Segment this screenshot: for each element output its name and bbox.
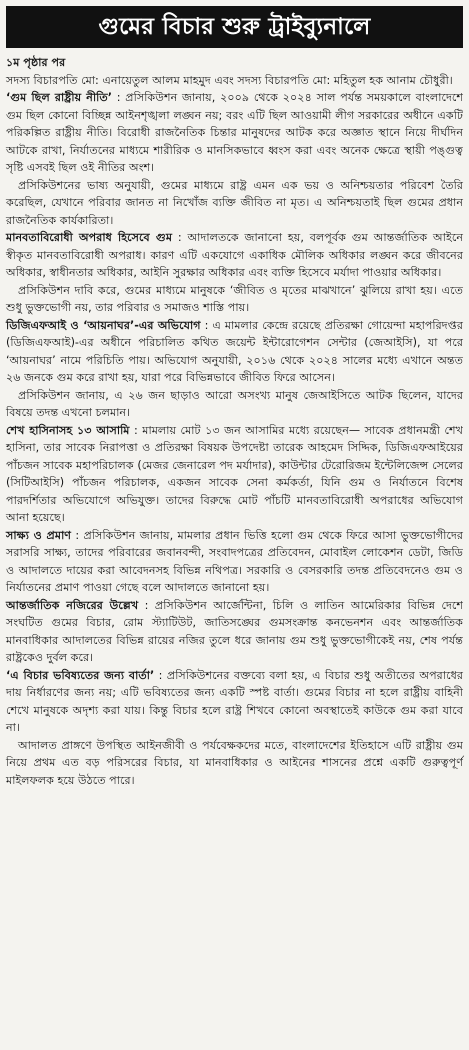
subheading-message-for-future: ‘এ বিচার ভবিষ্যতের জন্য বার্তা’: [6, 668, 155, 682]
paragraph-2: ‘গুম ছিল রাষ্ট্রীয় নীতি’ : প্রসিকিউশন জানায়, ২০০৯ থেকে ২০২৪ সাল পর্যন্ত সময়কালে বাংলাদেশে গুম ছিল কোনো বিচ্ছিন্ন আইনশৃঙ্খলা লঙ্ঘন নয়; বরং এটি ছিল আওয়ামী লীগ সরকারের অধীনে একটি পরিকল্পিত রাষ্ট্রীয় নীতি। বিরোধী রাজনৈতিক চিন্তার মানুষদের আটক করে অজ্ঞাত স্থানে নিয়ে দীর্ঘদিন আটকে রাখা, নির্যাতনের মাধ্যমে শারীরিক ও মানসিকভাবে ধ্বংস করা এবং অনেক ক্ষেত্রে স্থায়ী পঙ্গুত্ব সৃষ্টি এসবই ছিল ওই নীতির অংশ।: [6, 91, 463, 174]
subheading-evidence: সাক্ষ্য ও প্রমাণ: [6, 528, 72, 542]
continuation-label: ১ম পৃষ্ঠার পর: [6, 56, 66, 69]
paragraph-3: প্রসিকিউশনের ভাষ্য অনুযায়ী, গুমের মাধ্যমে রাষ্ট্র এমন এক ভয় ও অনিশ্চয়তার পরিবেশ তৈরি করেছিল, যেখানে পরিবার জানত না নিখোঁজ ব্যক্তি জীবিত না মৃত। এ অনিশ্চয়তাই ছিল গুমের প্রধান রাজনৈতিক কার্যকারিতা।: [6, 178, 463, 227]
paragraph-11: ‘এ বিচার ভবিষ্যতের জন্য বার্তা’ : প্রসিকিউশনের বক্তব্যে বলা হয়, এ বিচার শুধু অতীতের অপরাধের দায় নির্ধারণের জন্য নয়; এটি ভবিষ্যতের জন্য একটি স্পষ্ট বার্তা। গুমের বিচার না হলে রাষ্ট্রীয় বাহিনী শেখে মানুষকে অদৃশ্য করা যায়। কিন্তু বিচার হলে রাষ্ট্র শিখবে কোনো অবস্থাতেই কাউকে গুম করা যাবে না।: [6, 668, 463, 734]
headline: গুমের বিচার শুরু ট্রাইব্যুনালে: [98, 14, 371, 40]
paragraph-9: সাক্ষ্য ও প্রমাণ : প্রসিকিউশন জানায়, মামলার প্রধান ভিত্তি হলো গুম থেকে ফিরে আসা ভুক্তভোগীদের সরাসরি সাক্ষ্য, তাদের পরিবারের জবানবন্দী, সংবাদপত্রের প্রতিবেদন, মোবাইল লোকেশন ডেটা, জিডি ও আদালতে দায়ের করা আবেদনসহ বিভিন্ন নথিপত্র। সরকারি ও বেসরকারি তদন্ত প্রতিবেদনেও গুম ও নির্যাতনের প্রমাণ পাওয়া গেছে বলে আদালতে জানানো হয়।: [6, 528, 463, 594]
paragraph-1: সদস্য বিচারপতি মো: এনায়েতুল আলম মাহমুদ এবং সদস্য বিচারপতি মো: মহিতুল হক আনাম চৌধুরী।: [6, 73, 453, 87]
paragraph-8: শেখ হাসিনাসহ ১৩ আসামি : মামলায় মোট ১৩ জন আসামির মধ্যে রয়েছেন— সাবেক প্রধানমন্ত্রী শেখ হাসিনা, তার সাবেক নিরাপত্তা ও প্রতিরক্ষা বিষয়ক উপদেষ্টা তারেক আহমেদ সিদ্দিক, ডিজিএফআইয়ের পাঁচজন সাবেক মহাপরিচালক (মেজর জেনারেল পদ মর্যাদার), কাউন্টার টেরোরিজম ইন্টেলিজেন্স সেলের (সিটিআইসি) পাঁচজন পরিচালক, একজন সাবেক সেনা কর্মকর্তা, যিনি গুম ও নির্যাতনে বিশেষ পারদর্শিতার অভিযোগে অভিযুক্ত। তাদের বিরুদ্ধে মোট পাঁচটি মানবতাবিরোধী অপরাধের অভিযোগ আনা হয়েছে।: [6, 423, 463, 524]
paragraph-5: প্রসিকিউশন দাবি করে, গুমের মাধ্যমে মানুষকে ‘জীবিত ও মৃতের মাঝখানে’ ঝুলিয়ে রাখা হয়। এতে শুধু ভুক্তভোগী নয়, তার পরিবার ও সমাজও শাস্তি পায়।: [6, 283, 463, 314]
article-body: [6, 54, 463, 789]
paragraph-12: আদালত প্রাঙ্গণে উপস্থিত আইনজীবী ও পর্যবেক্ষকদের মতে, বাংলাদেশের ইতিহাসে এটি রাষ্ট্রীয় গুম নিয়ে প্রথম এত বড় পরিসরের বিচার, যা মানবাধিকার ও আইনের শাসনের প্রশ্নে একটি গুরুত্বপূর্ণ মাইলফলক হয়ে উঠতে পারে।: [6, 738, 463, 787]
news-article: [0, 6, 469, 1050]
paragraph-10: আন্তর্জাতিক নজিরের উল্লেখ : প্রসিকিউশন আর্জেন্টিনা, চিলি ও লাতিন আমেরিকার বিভিন্ন দেশে সংঘটিত গুমের বিচার, রোম স্ট্যাটিউট, জাতিসঙ্ঘের গুমসংক্রান্ত কনভেনশন এবং আন্তর্জাতিক মানবাধিকার আদালতের বিভিন্ন রায়ের নজির তুলে ধরে জানায় গুম শুধু ভুক্তভোগীকেই নয়, শেষ পর্যন্ত রাষ্ট্রকেও দুর্বল করে।: [6, 598, 463, 664]
paragraph-4: মানবতাবিরোধী অপরাধ হিসেবে গুম : আদালতকে জানানো হয়, বলপূর্বক গুম আন্তর্জাতিক আইনে স্বীকৃত মানবতাবিরোধী অপরাধ। কারণ এটি একযোগে একাধিক মৌলিক অধিকার লঙ্ঘন করে জীবনের অধিকার, স্বাধীনতার অধিকার, আইনি সুরক্ষার অধিকার এবং ব্যক্তি হিসেবে মর্যাদা পাওয়ার অধিকার।: [6, 231, 464, 279]
subheading-crime-against-humanity: মানবতাবিরোধী অপরাধ হিসেবে গুম: [6, 231, 173, 244]
headline-banner: [6, 6, 463, 48]
subheading-dgfi-aynaghar: ডিজিএফআই ও ‘আয়নাঘর’-এর অভিযোগ: [6, 318, 201, 332]
subheading-state-policy: ‘গুম ছিল রাষ্ট্রীয় নীতি’: [6, 91, 112, 104]
paragraph-6: ডিজিএফআই ও ‘আয়নাঘর’-এর অভিযোগ : এ মামলার কেন্দ্রে রয়েছে প্রতিরক্ষা গোয়েন্দা মহাপরিদপ্তর (ডিজিএফআই)-এর অধীনে পরিচালিত কথিত জয়েন্ট ইন্টারোগেশন সেন্টার (জেআইসি), যা পরে ‘আয়নাঘর’ নামে পরিচিতি পায়। অভিযোগ অনুযায়ী, ২০১৬ থেকে ২০২৪ সালের মধ্যে এখানে অন্তত ২৬ জনকে গুম করে রাখা হয়, যারা পরে বিভিন্নভাবে জীবিত ফিরে আসেন।: [6, 318, 463, 384]
subheading-thirteen-accused: শেখ হাসিনাসহ ১৩ আসামি: [6, 423, 130, 437]
subheading-international-precedent: আন্তর্জাতিক নজিরের উল্লেখ: [6, 598, 139, 612]
paragraph-7: প্রসিকিউশন জানায়, এ ২৬ জন ছাড়াও আরো অসংখ্য মানুষ জেআইসিতে আটক ছিলেন, যাদের বিষয়ে তদন্ত এখনো চলমান।: [6, 388, 463, 419]
